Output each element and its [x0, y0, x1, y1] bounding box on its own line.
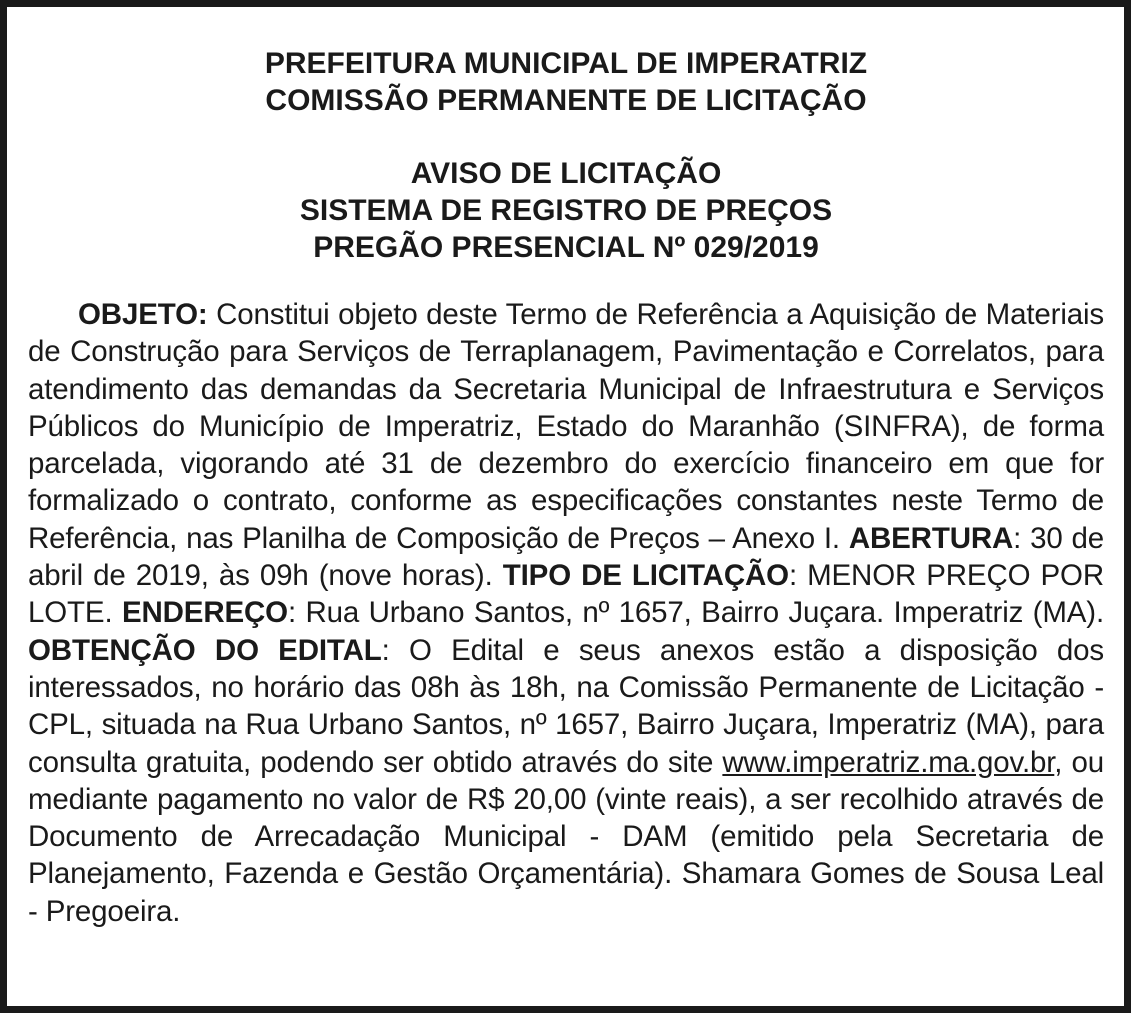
notice-title: AVISO DE LICITAÇÃO [410, 157, 722, 190]
tipo-text: : MENOR PREÇO POR LOTE. [28, 559, 1104, 630]
obtencao-label: OBTENÇÃO DO EDITAL [28, 633, 382, 667]
obtencao-text: : O Edital e seus anexos estão a disposição dos interessados, no horário das 08h às 18h, na Comissão Permanente de Licitação - CPL, situada na Rua Urbano Santos, nº 1657, Bairro Juçara, Imperatriz (MA), para consulta gratuita, podendo ser obtido através do site [28, 633, 1104, 779]
objeto-text: Constitui objeto deste Termo de Referência a Aquisição de Materiais de Construção para Serviços de Terraplanagem, Pavimentação e Correlatos, para atendimento das demandas da Secretaria Municipal de Infraestrutura e Serviços Públicos do Município de Imperatriz, Estado do Maranhão (SINFRA), de forma parcelada, vigorando até 31 de dezembro do exercício financeiro em que for formalizado o contrato, conforme as especificações constantes neste Termo de Referência, nas Planilha de Composição de Preços – Anexo I. [28, 298, 1104, 555]
closing-text: , ou mediante pagamento no valor de R$ 20,00 (vinte reais), a ser recolhido através de Documento de Arrecadação Municipal - DAM (emitido pela Secretaria de Planejamento, Fazenda e Gestão Orçamentária). Shamara Gomes de Sousa Leal - Pregoeira. [28, 745, 1104, 928]
auction-number-title: PREGÃO PRESENCIAL Nº 029/2019 [313, 231, 819, 264]
endereco-text: : Rua Urbano Santos, nº 1657, Bairro Juçara. Imperatriz (MA). [287, 596, 1104, 630]
abertura-label: ABERTURA [848, 521, 1014, 555]
endereco-label: ENDEREÇO [121, 596, 288, 630]
commission-title: COMISSÃO PERMANENTE DE LICITAÇÃO [265, 84, 867, 117]
abertura-text: : 30 de abril de 2019, às 09h (nove horas). [28, 521, 1104, 593]
objeto-label: OBJETO: [78, 298, 208, 331]
municipality-title: PREFEITURA MUNICIPAL DE IMPERATRIZ [264, 47, 868, 80]
header-spacer [28, 119, 1104, 155]
registry-system-title: SISTEMA DE REGISTRO DE PREÇOS [299, 194, 833, 227]
site-link[interactable]: www.imperatriz.ma.gov.br [722, 745, 1055, 779]
notice-body [28, 296, 1104, 930]
notice-header [28, 45, 1104, 266]
tipo-label: TIPO DE LICITAÇÃO [502, 559, 789, 593]
